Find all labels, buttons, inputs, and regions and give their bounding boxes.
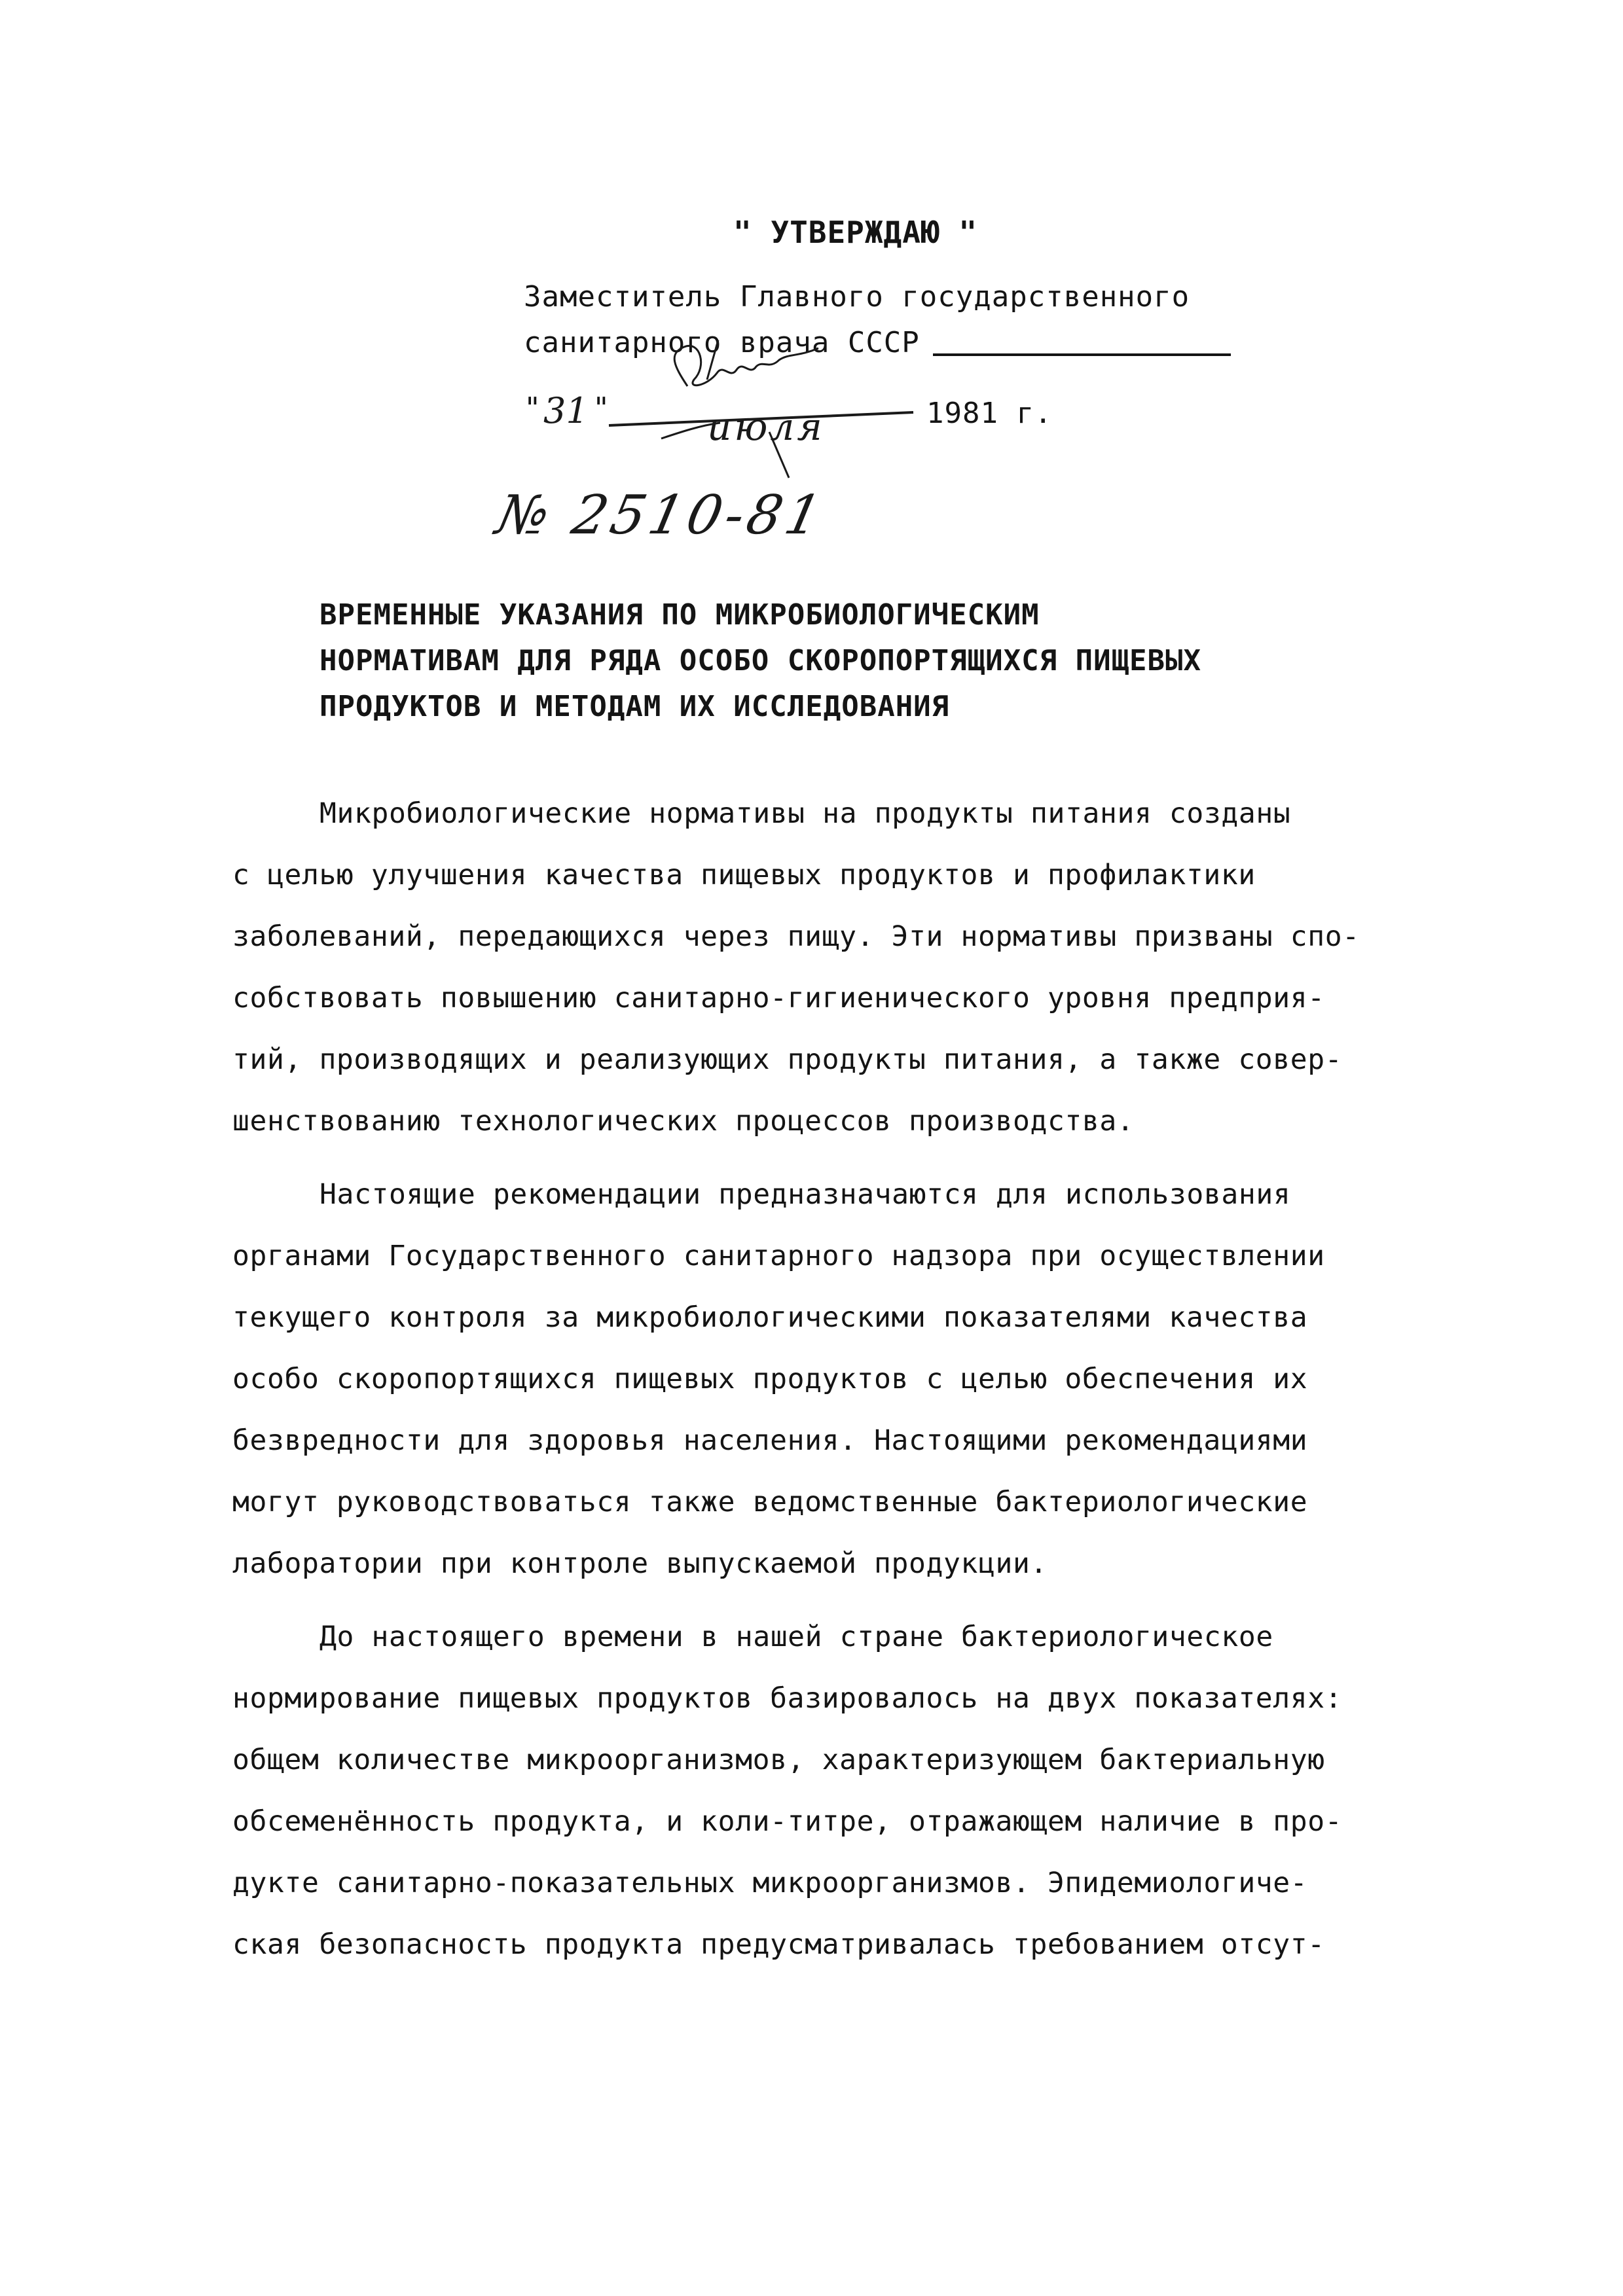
title-line: НОРМАТИВАМ ДЛЯ РЯДА ОСОБО СКОРОПОРТЯЩИХСЯ ПИЩЕВЫХ: [319, 644, 1202, 677]
date-quote-open: ": [524, 391, 542, 425]
paragraph2-line: безвредности для здоровья населения. Настоящими рекомендациями: [232, 1424, 1308, 1457]
paragraph2-line: могут руководствоваться также ведомственные бактериологические: [232, 1486, 1308, 1518]
approver-position-line1: Заместитель Главного государственного: [524, 280, 1190, 314]
paragraph2-line: Настоящие рекомендации предназначаются для использования: [319, 1178, 1291, 1211]
paragraph3-line: обсеменённость продукта, и коли-титре, отражающем наличие в про-: [232, 1805, 1343, 1838]
paragraph2-line: особо скоропортящихся пищевых продуктов с целью обеспечения их: [232, 1363, 1308, 1395]
paragraph1-line: с целью улучшения качества пищевых продуктов и профилактики: [232, 859, 1256, 891]
approval-heading: " УТВЕРЖДАЮ ": [733, 215, 978, 250]
paragraph1-line: собствовать повышению санитарно-гигиенического уровня предприя-: [232, 982, 1325, 1014]
paragraph3-line: До настоящего времени в нашей стране бактериологическое: [319, 1621, 1273, 1653]
paragraph3-line: дукте санитарно-показательных микроорганизмов. Эпидемиологиче-: [232, 1867, 1308, 1899]
paragraph2-line: органами Государственного санитарного надзора при осуществлении: [232, 1240, 1325, 1272]
document-number: № 2510-81: [490, 484, 831, 547]
date-quote-close: ": [593, 391, 611, 425]
paragraph3-line: ская безопасность продукта предусматривалась требованием отсут-: [232, 1928, 1325, 1961]
paragraph2-line: текущего контроля за микробиологическими показателями качества: [232, 1301, 1308, 1334]
approver-position-line2: санитарного врача СССР: [524, 326, 920, 359]
paragraph3-line: общем количестве микроорганизмов, характеризующем бактериальную: [232, 1744, 1325, 1776]
date-day: 31: [543, 390, 589, 431]
date-month: июля: [707, 404, 825, 449]
date-year: 1981 г.: [926, 397, 1053, 430]
paragraph1-line: шенствованию технологических процессов производства.: [232, 1105, 1135, 1138]
signature-line: [933, 353, 1231, 356]
title-line: ПРОДУКТОВ И МЕТОДАМ ИХ ИССЛЕДОВАНИЯ: [319, 690, 950, 723]
title-line: ВРЕМЕННЫЕ УКАЗАНИЯ ПО МИКРОБИОЛОГИЧЕСКИМ: [319, 598, 1040, 632]
paragraph2-line: лаборатории при контроле выпускаемой продукции.: [232, 1547, 1048, 1580]
paragraph3-line: нормирование пищевых продуктов базировалось на двух показателях:: [232, 1682, 1343, 1715]
paragraph1-line: тий, производящих и реализующих продукты питания, а также совер-: [232, 1043, 1343, 1076]
paragraph1-line: заболеваний, передающихся через пищу. Эти нормативы призваны спо-: [232, 920, 1360, 953]
document-title: [319, 592, 1201, 730]
paragraph1-line: Микробиологические нормативы на продукты питания созданы: [319, 797, 1291, 830]
